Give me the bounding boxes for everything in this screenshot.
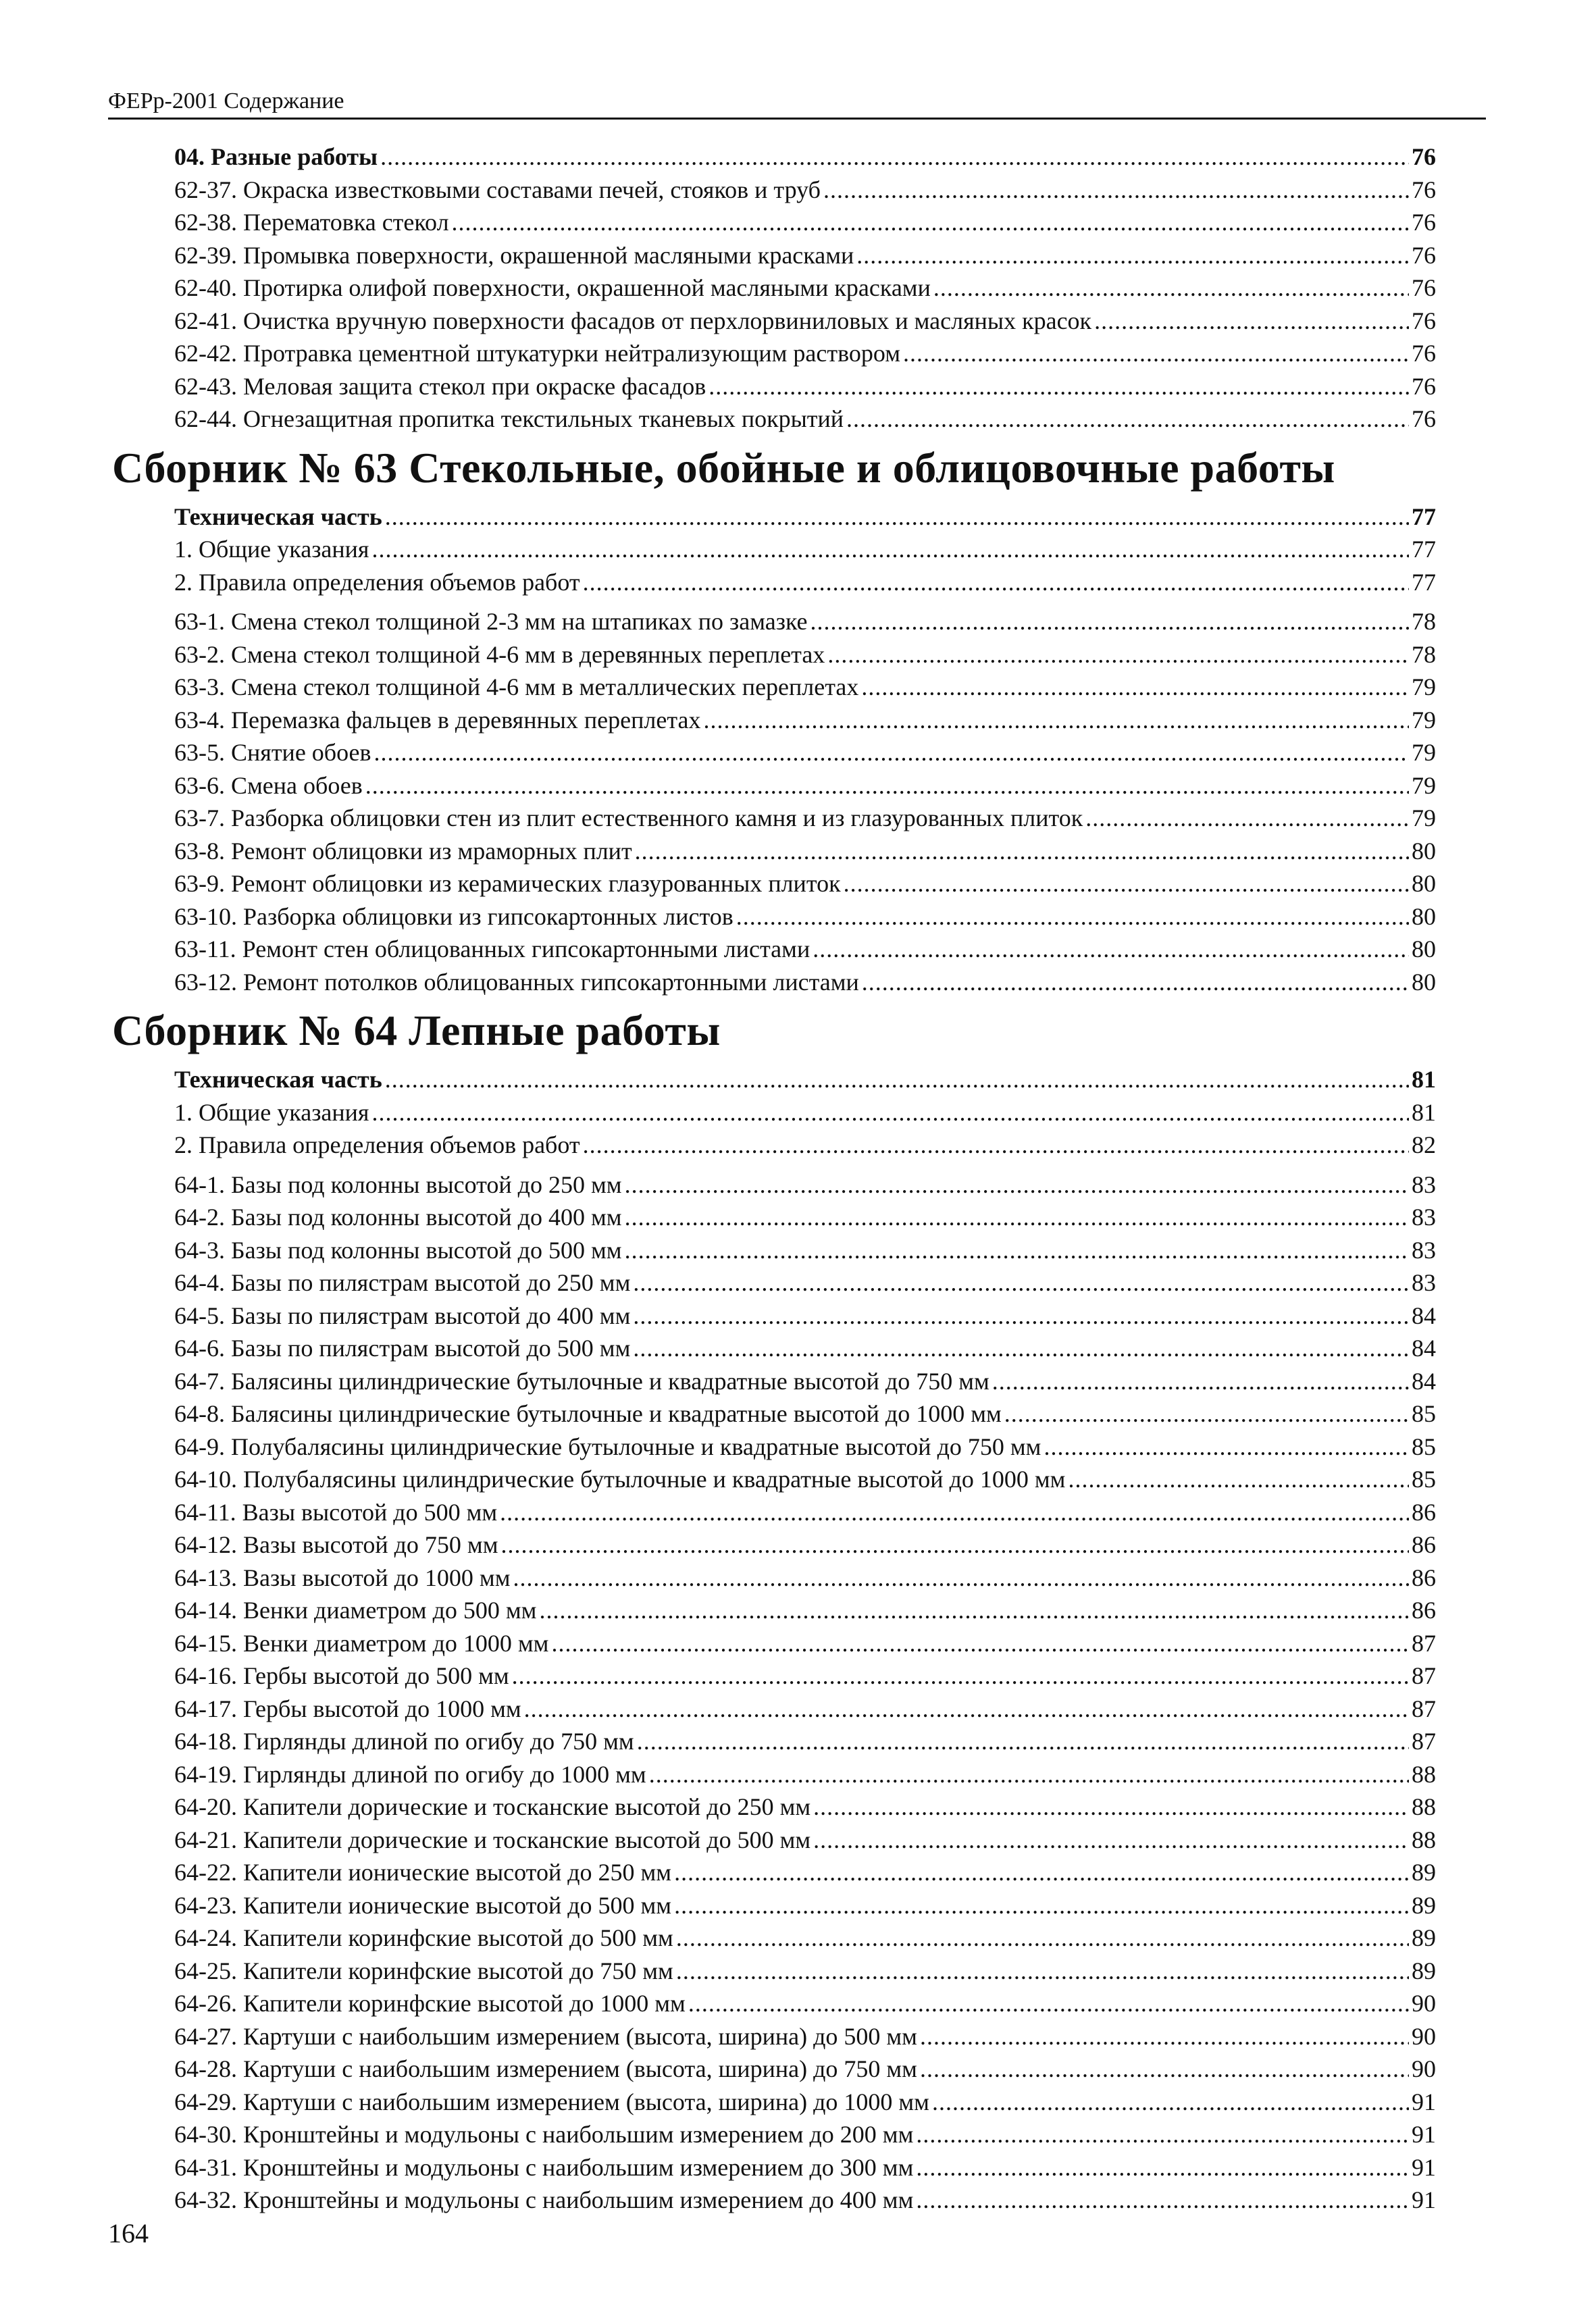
dot-leader [500, 1528, 1409, 1562]
toc-entry-title: 63-1. Смена стекол толщиной 2-3 мм на штапиках по замазке [174, 608, 808, 635]
toc-entry-title: 62-41. Очистка вручную поверхности фасадов от перхлорвиниловых и масляных красок [174, 307, 1092, 334]
toc-entry-row[interactable] [174, 305, 1436, 338]
toc-page-number: 91 [1412, 2186, 1436, 2213]
toc-entry-title: 64-11. Вазы высотой до 500 мм [174, 1498, 498, 1526]
toc-page-number: 86 [1412, 1564, 1436, 1591]
toc-page-number: 89 [1412, 1957, 1436, 1984]
toc-page-number: 76 [1412, 372, 1436, 400]
dot-leader [1004, 1397, 1409, 1431]
toc-entry-title: 62-44. Огнезащитная пропитка текстильных тканевых покрытий [174, 405, 844, 432]
toc-page-number: 76 [1412, 307, 1436, 334]
dot-leader [637, 1725, 1409, 1758]
toc-page-number: 79 [1412, 673, 1436, 700]
dot-leader [633, 1300, 1409, 1333]
toc-entry-title: 64-24. Капители коринфские высотой до 500 мм [174, 1924, 673, 1951]
toc-entry-row[interactable] [174, 867, 1436, 900]
toc-entry-title: 63-7. Разборка облицовки стен из плит естественного камня и из глазурованных плиток [174, 804, 1083, 831]
dot-leader [583, 1129, 1409, 1162]
toc-page-number: 80 [1412, 935, 1436, 962]
toc-page-number: 78 [1412, 640, 1436, 668]
toc-page-number: 84 [1412, 1367, 1436, 1395]
toc-entry-title: 64-12. Вазы высотой до 750 мм [174, 1531, 498, 1558]
dot-leader [932, 2086, 1409, 2119]
toc-entry-title: 63-12. Ремонт потолков облицованных гипсокартонными листами [174, 968, 859, 996]
dot-leader [674, 1889, 1409, 1922]
toc-page-number: 89 [1412, 1924, 1436, 1951]
toc-entry-row[interactable] [174, 638, 1436, 671]
toc-section-row[interactable] [174, 500, 1436, 534]
toc-page-number: 88 [1412, 1793, 1436, 1820]
toc-page-number: 76 [1412, 340, 1436, 367]
toc-section-row[interactable] [174, 1063, 1436, 1096]
toc-entry-title: 64-27. Картуши с наибольшим измерением (высота, ширина) до 500 мм [174, 2022, 917, 2050]
toc-page-number: 88 [1412, 1760, 1436, 1788]
toc-page-number: 83 [1412, 1171, 1436, 1198]
toc-entry-row[interactable] [174, 736, 1436, 769]
dot-leader [813, 1791, 1409, 1824]
toc-page-number: 82 [1412, 1131, 1436, 1158]
toc-entry-row[interactable] [174, 1660, 1436, 1693]
toc-entry-row[interactable] [174, 1528, 1436, 1562]
toc-page-number: 78 [1412, 608, 1436, 635]
dot-leader [374, 736, 1409, 769]
toc-entry-title: 2. Правила определения объемов работ [174, 568, 580, 596]
toc-entry-row[interactable] [174, 2184, 1436, 2217]
toc-entry-title: 2. Правила определения объемов работ [174, 1131, 580, 1158]
dot-leader [674, 1856, 1409, 1889]
dot-leader [676, 1955, 1409, 1988]
toc-entry-row[interactable] [174, 1129, 1436, 1162]
toc-page-number: 90 [1412, 1990, 1436, 2017]
dot-leader [704, 704, 1409, 737]
toc-page-number: 91 [1412, 2153, 1436, 2181]
toc-page-number: 87 [1412, 1662, 1436, 1689]
toc-page-number: 85 [1412, 1400, 1436, 1427]
toc-entry-title: 64-21. Капители дорические и тосканские высотой до 500 мм [174, 1826, 811, 1853]
dot-leader [992, 1365, 1409, 1398]
dot-leader [512, 1660, 1409, 1693]
toc-page-number: 83 [1412, 1269, 1436, 1296]
toc-entry-title: 63-2. Смена стекол толщиной 4-6 мм в деревянных переплетах [174, 640, 825, 668]
running-header: ФЕРр-2001 Содержание [108, 88, 1486, 120]
toc-entry-title: 64-29. Картуши с наибольшим измерением (высота, ширина) до 1000 мм [174, 2088, 929, 2115]
dot-leader [827, 638, 1409, 671]
toc-page-number: 76 [1412, 274, 1436, 301]
toc-page-number: 80 [1412, 837, 1436, 865]
toc-entry-title: 64-2. Базы под колонны высотой до 400 мм [174, 1204, 622, 1231]
dot-leader [1094, 305, 1409, 338]
toc-entry-title: 62-42. Протравка цементной штукатурки нейтрализующим раствором [174, 340, 900, 367]
dot-leader [844, 867, 1409, 900]
toc-entry-title: 63-5. Снятие обоев [174, 739, 371, 766]
toc-entry-title: 62-39. Промывка поверхности, окрашенной масляными красками [174, 241, 854, 269]
table-of-contents [112, 140, 1436, 2217]
dot-leader [916, 2118, 1409, 2151]
toc-entry-title: Техническая часть [174, 503, 382, 530]
toc-page-number: 76 [1412, 405, 1436, 432]
toc-page-number: 79 [1412, 771, 1436, 799]
toc-page-number: 79 [1412, 739, 1436, 766]
toc-entry-title: 64-7. Балясины цилиндрические бутылочные и квадратные высотой до 750 мм [174, 1367, 989, 1395]
toc-entry-row[interactable] [174, 671, 1436, 704]
dot-leader [846, 403, 1409, 436]
toc-entry-title: 62-40. Протирка олифой поверхности, окрашенной масляными красками [174, 274, 931, 301]
toc-page-number: 87 [1412, 1629, 1436, 1657]
toc-entry-title: 64-20. Капители дорические и тосканские высотой до 250 мм [174, 1793, 811, 1820]
toc-entry-row[interactable] [174, 272, 1436, 305]
toc-entry-row[interactable] [174, 1889, 1436, 1922]
dot-leader [920, 2053, 1409, 2086]
dot-leader [513, 1562, 1409, 1595]
toc-entry-row[interactable] [174, 1168, 1436, 1202]
toc-entry-title: 63-8. Ремонт облицовки из мраморных плит [174, 837, 632, 865]
toc-entry-title: 64-22. Капители ионические высотой до 250 мм [174, 1859, 672, 1886]
toc-entry-title: 04. Разные работы [174, 143, 378, 170]
toc-entry-title: 63-9. Ремонт облицовки из керамических глазурованных плиток [174, 870, 841, 897]
toc-entry-title: 64-8. Балясины цилиндрические бутылочные и квадратные высотой до 1000 мм [174, 1400, 1002, 1427]
toc-page-number: 87 [1412, 1728, 1436, 1755]
dot-leader [856, 239, 1409, 272]
toc-page-number: 85 [1412, 1466, 1436, 1493]
dot-leader [539, 1594, 1409, 1627]
toc-entry-row[interactable] [174, 1096, 1436, 1129]
toc-section-row[interactable] [174, 140, 1436, 174]
dot-leader [709, 370, 1409, 403]
toc-page-number: 84 [1412, 1302, 1436, 1329]
toc-page-number: 77 [1412, 503, 1436, 530]
toc-page-number: 79 [1412, 706, 1436, 734]
toc-page-number: 76 [1412, 241, 1436, 269]
toc-page-number: 81 [1412, 1098, 1436, 1126]
toc-entry-title: 1. Общие указания [174, 536, 369, 563]
toc-page-number: 86 [1412, 1531, 1436, 1558]
dot-leader [625, 1201, 1409, 1234]
toc-entry-row[interactable] [174, 337, 1436, 370]
dot-leader [810, 605, 1409, 638]
toc-page-number: 80 [1412, 902, 1436, 930]
toc-entry-title: 64-15. Венки диаметром до 1000 мм [174, 1629, 549, 1657]
dot-leader [813, 933, 1409, 966]
toc-entry-row[interactable] [174, 239, 1436, 272]
toc-entry-title: 64-10. Полубалясины цилиндрические бутылочные и квадратные высотой до 1000 мм [174, 1466, 1066, 1493]
dot-leader [916, 2184, 1409, 2217]
toc-entry-row[interactable] [174, 966, 1436, 999]
toc-entry-row[interactable] [174, 1463, 1436, 1496]
toc-page-number: 87 [1412, 1695, 1436, 1722]
dot-leader [635, 835, 1409, 868]
toc-entry-title: 64-18. Гирлянды длиной по огибу до 750 мм [174, 1728, 634, 1755]
toc-entry-title: 64-26. Капители коринфские высотой до 1000 мм [174, 1990, 686, 2017]
toc-entry-title: 64-31. Кронштейны и модульоны с наибольшим измерением до 300 мм [174, 2153, 914, 2181]
toc-entry-title: 62-37. Окраска известковыми составами печей, стояков и труб [174, 176, 821, 203]
toc-page-number: 79 [1412, 804, 1436, 831]
toc-page-number: 88 [1412, 1826, 1436, 1853]
toc-entry-title: 62-38. Перематовка стекол [174, 209, 449, 236]
collection-heading: Сборник № 63 Стекольные, обойные и облицовочные работы [112, 443, 1335, 492]
toc-entry-title: 64-9. Полубалясины цилиндрические бутылочные и квадратные высотой до 750 мм [174, 1433, 1041, 1460]
toc-page-number: 76 [1412, 209, 1436, 236]
toc-page-number: 77 [1412, 568, 1436, 596]
toc-page-number: 89 [1412, 1891, 1436, 1919]
toc-entry-title: 63-4. Перемазка фальцев в деревянных переплетах [174, 706, 701, 734]
toc-entry-title: 64-3. Базы под колонны высотой до 500 мм [174, 1236, 622, 1264]
dot-leader [365, 769, 1409, 802]
toc-entry-row[interactable] [174, 2118, 1436, 2151]
toc-entry-row[interactable] [174, 1987, 1436, 2020]
toc-entry-title: 64-5. Базы по пилястрам высотой до 400 мм [174, 1302, 631, 1329]
collection-heading: Сборник № 64 Лепные работы [112, 1006, 721, 1054]
dot-leader [633, 1266, 1409, 1300]
toc-entry-title: 62-43. Меловая защита стекол при окраске фасадов [174, 372, 706, 400]
toc-page-number: 80 [1412, 870, 1436, 897]
toc-entry-row[interactable] [174, 206, 1436, 239]
toc-entry-title: 63-10. Разборка облицовки из гипсокартонных листов [174, 902, 733, 930]
toc-entry-title: 64-6. Базы по пилястрам высотой до 500 мм [174, 1335, 631, 1362]
dot-leader [916, 2151, 1409, 2184]
toc-entry-row[interactable] [174, 174, 1436, 207]
toc-entry-row[interactable] [174, 1824, 1436, 1857]
dot-leader [372, 1096, 1410, 1129]
toc-entry-row[interactable] [174, 1594, 1436, 1627]
toc-page-number: 81 [1412, 1066, 1436, 1093]
toc-entry-title: 64-4. Базы по пилястрам высотой до 250 мм [174, 1269, 631, 1296]
toc-entry-title: 64-32. Кронштейны и модульоны с наибольшим измерением до 400 мм [174, 2186, 914, 2213]
toc-entry-title: 64-30. Кронштейны и модульоны с наибольшим измерением до 200 мм [174, 2121, 914, 2148]
toc-entry-title: 64-16. Гербы высотой до 500 мм [174, 1662, 509, 1689]
dot-leader [625, 1168, 1409, 1202]
toc-page-number: 89 [1412, 1859, 1436, 1886]
toc-entry-row[interactable] [174, 370, 1436, 403]
toc-entry-row[interactable] [174, 1201, 1436, 1234]
dot-leader [736, 900, 1409, 933]
dot-leader [583, 566, 1409, 599]
toc-entry-title: 63-11. Ремонт стен облицованных гипсокартонными листами [174, 935, 810, 962]
toc-entry-row[interactable] [174, 1234, 1436, 1267]
toc-entry-row[interactable] [174, 1791, 1436, 1824]
dot-leader [524, 1693, 1409, 1726]
dot-leader [688, 1987, 1409, 2020]
dot-leader [920, 2020, 1409, 2053]
dot-leader [649, 1758, 1409, 1791]
toc-entry-row[interactable] [174, 533, 1436, 566]
toc-entry-row[interactable] [174, 1758, 1436, 1791]
toc-entry-row[interactable] [174, 403, 1436, 436]
dot-leader [625, 1234, 1409, 1267]
toc-entry-row[interactable] [174, 1266, 1436, 1300]
toc-entry-row[interactable] [174, 1627, 1436, 1660]
toc-page-number: 83 [1412, 1204, 1436, 1231]
toc-page-number: 86 [1412, 1498, 1436, 1526]
toc-page-number: 90 [1412, 2055, 1436, 2082]
toc-entry-title: 64-1. Базы под колонны высотой до 250 мм [174, 1171, 622, 1198]
toc-page-number: 83 [1412, 1236, 1436, 1264]
dot-leader [933, 272, 1409, 305]
toc-entry-title: 1. Общие указания [174, 1098, 369, 1126]
toc-page-number: 77 [1412, 536, 1436, 563]
toc-page-number: 86 [1412, 1597, 1436, 1624]
toc-entry-row[interactable] [174, 1725, 1436, 1758]
dot-leader [1044, 1431, 1409, 1464]
toc-entry-title: 64-14. Венки диаметром до 500 мм [174, 1597, 537, 1624]
toc-entry-row[interactable] [174, 1496, 1436, 1529]
toc-page-number: 84 [1412, 1335, 1436, 1362]
dot-leader [823, 174, 1409, 207]
toc-page-number: 91 [1412, 2121, 1436, 2148]
toc-entry-title: Техническая часть [174, 1066, 382, 1093]
toc-entry-row[interactable] [174, 2151, 1436, 2184]
toc-entry-title: 64-28. Картуши с наибольшим измерением (высота, ширина) до 750 мм [174, 2055, 917, 2082]
toc-entry-row[interactable] [174, 1365, 1436, 1398]
dot-leader [452, 206, 1409, 239]
toc-entry-row[interactable] [174, 1397, 1436, 1431]
toc-entry-row[interactable] [174, 1693, 1436, 1726]
page-number: 164 [108, 2218, 149, 2248]
toc-entry-row[interactable] [174, 933, 1436, 966]
toc-entry-row[interactable] [174, 802, 1436, 835]
toc-page-number: 90 [1412, 2022, 1436, 2050]
toc-entry-title: 64-25. Капители коринфские высотой до 750 мм [174, 1957, 673, 1984]
dot-leader [903, 337, 1409, 370]
toc-entry-row[interactable] [174, 2020, 1436, 2053]
dot-leader [1085, 802, 1409, 835]
dot-leader [500, 1496, 1409, 1529]
toc-entry-title: 64-13. Вазы высотой до 1000 мм [174, 1564, 511, 1591]
dot-leader [385, 1063, 1409, 1096]
toc-entry-title: 63-3. Смена стекол толщиной 4-6 мм в металлических переплетах [174, 673, 859, 700]
toc-entry-row[interactable] [174, 900, 1436, 933]
toc-entry-row[interactable] [174, 1332, 1436, 1365]
toc-entry-row[interactable] [174, 1955, 1436, 1988]
dot-leader [861, 671, 1409, 704]
toc-page-number: 80 [1412, 968, 1436, 996]
toc-page-number: 91 [1412, 2088, 1436, 2115]
dot-leader [551, 1627, 1409, 1660]
toc-entry-row[interactable] [174, 1562, 1436, 1595]
toc-page-number: 85 [1412, 1433, 1436, 1460]
toc-entry-title: 63-6. Смена обоев [174, 771, 363, 799]
toc-entry-title: 64-23. Капители ионические высотой до 500 мм [174, 1891, 672, 1919]
toc-entry-title: 64-17. Гербы высотой до 1000 мм [174, 1695, 521, 1722]
toc-entry-row[interactable] [174, 2053, 1436, 2086]
dot-leader [1068, 1463, 1409, 1496]
dot-leader [633, 1332, 1409, 1365]
toc-entry-row[interactable] [174, 605, 1436, 638]
dot-leader [862, 966, 1409, 999]
toc-entry-row[interactable] [174, 769, 1436, 802]
toc-entry-title: 64-19. Гирлянды длиной по огибу до 1000 мм [174, 1760, 646, 1788]
toc-entry-row[interactable] [174, 835, 1436, 868]
toc-entry-row[interactable] [174, 2086, 1436, 2119]
toc-entry-row[interactable] [174, 704, 1436, 737]
toc-page-number: 76 [1412, 176, 1436, 203]
toc-entry-row[interactable] [174, 1431, 1436, 1464]
dot-leader [813, 1824, 1409, 1857]
toc-entry-row[interactable] [174, 1856, 1436, 1889]
toc-page-number: 76 [1412, 143, 1436, 170]
dot-leader [385, 500, 1409, 534]
dot-leader [380, 140, 1409, 174]
dot-leader [676, 1922, 1409, 1955]
toc-entry-row[interactable] [174, 566, 1436, 599]
dot-leader [372, 533, 1410, 566]
toc-entry-row[interactable] [174, 1300, 1436, 1333]
toc-entry-row[interactable] [174, 1922, 1436, 1955]
